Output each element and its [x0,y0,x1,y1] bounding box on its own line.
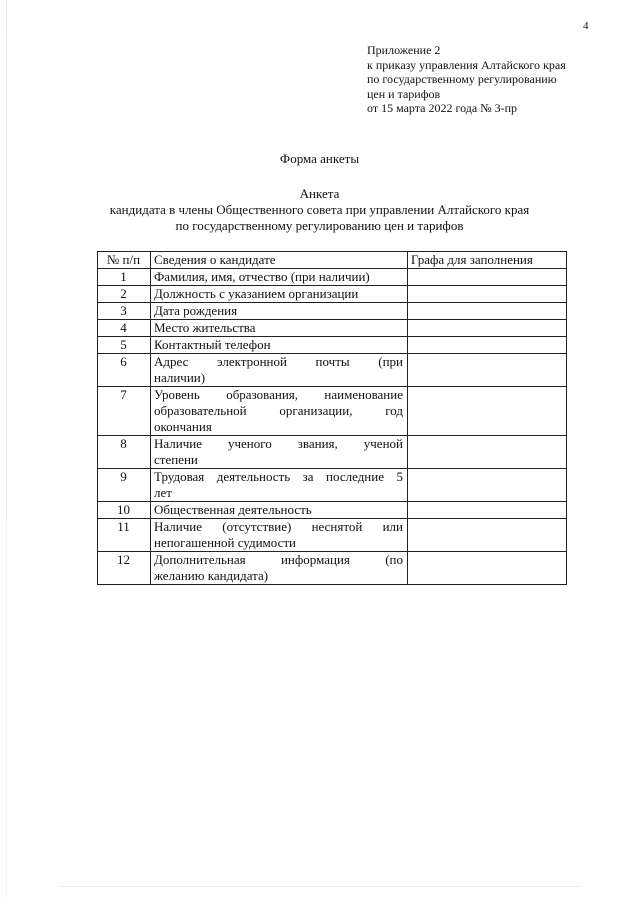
info-text-line: Дата рождения [154,303,238,318]
header-fill-column: Графа для заполнения [408,252,567,269]
row-candidate-info [151,354,408,387]
row-number: 4 [98,320,151,337]
heading-subtitle-line: по государственному регулированию цен и тарифов [175,218,464,233]
row-fill-cell[interactable] [408,286,567,303]
info-text-line: наличии) [154,370,206,385]
info-text-line: желанию кандидата) [154,568,269,583]
row-number: 8 [98,436,151,469]
survey-heading [0,186,639,234]
appendix-line: к приказу управления Алтайского края [367,57,566,72]
row-candidate-info [151,303,408,320]
appendix-line: Приложение 2 [367,43,441,57]
form-title: Форма анкеты [279,151,360,166]
row-fill-cell[interactable] [408,519,567,552]
table-header-row [98,252,567,269]
row-fill-cell[interactable] [408,320,567,337]
row-candidate-info [151,552,408,585]
scan-left-edge [6,0,7,897]
heading-subtitle-line: кандидата в члены Общественного совета при управлении Алтайского края [109,202,530,217]
info-text-line: Адрес электронной почты (при [154,354,403,369]
table-row [98,436,567,469]
row-candidate-info [151,269,408,286]
info-text-line: непогашенной судимости [154,535,296,550]
row-fill-cell[interactable] [408,337,567,354]
row-fill-cell[interactable] [408,552,567,585]
info-text-line: Наличие (отсутствие) неснятой или [154,519,403,534]
row-fill-cell[interactable] [408,354,567,387]
info-text-line: Уровень образования, наименование [154,387,403,402]
row-number: 1 [98,269,151,286]
row-candidate-info [151,502,408,519]
info-text-line: лет [154,485,172,500]
row-candidate-info [151,320,408,337]
info-text-line: окончания [154,419,212,434]
info-text-line: Наличие ученого звания, ученой [154,436,403,451]
row-number: 12 [98,552,151,585]
row-number: 5 [98,337,151,354]
info-text-line: степени [154,452,198,467]
table-row [98,303,567,320]
row-fill-cell[interactable] [408,269,567,286]
row-number: 3 [98,303,151,320]
appendix-line: от 15 марта 2022 года № 3-пр [367,101,518,116]
page-number: 4 [583,20,589,32]
table-row [98,320,567,337]
appendix-line: цен и тарифов [367,86,441,101]
info-text-line: Место жительства [154,320,256,335]
row-number: 10 [98,502,151,519]
table-row [98,552,567,585]
table-row [98,354,567,387]
info-text-line: Дополнительная информация (по [154,552,403,567]
row-candidate-info [151,469,408,502]
row-candidate-info [151,387,408,436]
header-candidate-info: Сведения о кандидате [151,252,408,269]
row-candidate-info [151,519,408,552]
table-row [98,387,567,436]
heading-title: Анкета [299,186,340,201]
info-text-line: образовательной организации, год [154,403,403,418]
table-row [98,269,567,286]
row-candidate-info [151,337,408,354]
row-fill-cell[interactable] [408,387,567,436]
table-body [98,269,567,585]
appendix-line: по государственному регулированию [367,72,557,87]
header-number: № п/п [98,252,151,269]
info-text-line: Должность с указанием организации [154,286,359,301]
row-candidate-info [151,436,408,469]
table-row [98,502,567,519]
scan-bottom-line [60,886,580,887]
info-text-line: Общественная деятельность [154,502,312,517]
row-candidate-info [151,286,408,303]
row-fill-cell[interactable] [408,502,567,519]
table-row [98,469,567,502]
appendix-block [367,43,566,116]
info-text-line: Фамилия, имя, отчество (при наличии) [154,269,370,284]
candidate-survey-table [97,251,567,585]
row-fill-cell[interactable] [408,469,567,502]
row-number: 6 [98,354,151,387]
row-number: 9 [98,469,151,502]
info-text-line: Контактный телефон [154,337,271,352]
table-row [98,519,567,552]
table-row [98,286,567,303]
row-number: 11 [98,519,151,552]
table-row [98,337,567,354]
row-fill-cell[interactable] [408,303,567,320]
info-text-line: Трудовая деятельность за последние 5 [154,469,403,484]
row-number: 2 [98,286,151,303]
row-fill-cell[interactable] [408,436,567,469]
row-number: 7 [98,387,151,436]
